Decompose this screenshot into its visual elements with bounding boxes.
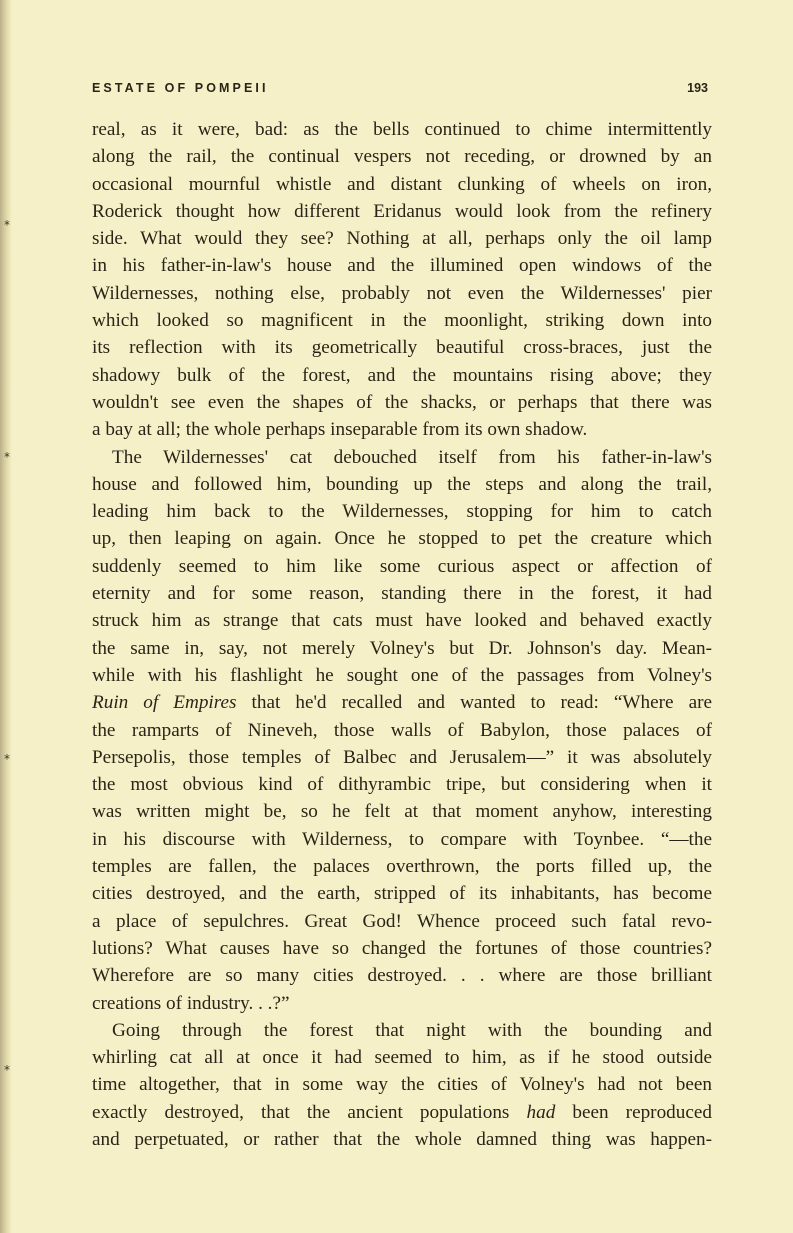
text-line: whirling cat all at once it had seemed to him, as if he stood outside [92, 1047, 712, 1069]
running-head: ESTATE OF POMPEII [92, 81, 269, 95]
text-line: eternity and for some reason, standing there in the forest, it had [92, 583, 712, 605]
text-line: along the rail, the continual vespers not receding, or drowned by an [92, 146, 712, 168]
text-line: the most obvious kind of dithyrambic tripe, but considering when it [92, 774, 712, 796]
text-line: cities destroyed, and the earth, stripped of its inhabitants, has become [92, 883, 712, 905]
emphasis-italic: had [526, 1101, 556, 1123]
text-line: leading him back to the Wildernesses, stopping for him to catch [92, 501, 712, 523]
text-line: a place of sepulchres. Great God! Whence proceed such fatal revo- [92, 910, 712, 932]
text-line: real, as it were, bad: as the bells continued to chime intermittently [92, 119, 712, 140]
book-title-italic: Ruin of Empires [92, 692, 237, 714]
text-line: Wildernesses, nothing else, probably not even the Wildernesses' pier [92, 282, 712, 304]
margin-mark: * [4, 1063, 10, 1077]
paragraph-end-line: a bay at all; the whole perhaps inseparable from its own shadow. [92, 419, 588, 441]
text-line: which looked so magnificent in the moonlight, striking down into [92, 310, 712, 332]
text-line: struck him as strange that cats must have looked and behaved exactly [92, 610, 712, 632]
text-line: its reflection with its geometrically beautiful cross-braces, just the [92, 337, 712, 359]
text-line: the same in, say, not merely Volney's but Dr. Johnson's day. Mean- [92, 637, 712, 659]
text-line: while with his flashlight he sought one of the passages from Volney's [92, 664, 712, 686]
page-gutter-edge [0, 0, 12, 1233]
text-line: suddenly seemed to him like some curious aspect or affection of [92, 555, 712, 577]
text-line: wouldn't see even the shapes of the shacks, or perhaps that there was [92, 391, 712, 413]
text-line: lutions? What causes have so changed the fortunes of those countries? [92, 937, 712, 959]
text-line: was written might be, so he felt at that moment anyhow, interesting [92, 801, 712, 823]
text-line: time altogether, that in some way the cities of Volney's had not been [92, 1074, 712, 1096]
text-line: Persepolis, those temples of Balbec and Jerusalem—” it was absolutely [92, 746, 712, 768]
text-line: shadowy bulk of the forest, and the mountains rising above; they [92, 364, 712, 386]
paragraph-start-line: Going through the forest that night with the bounding and [112, 1019, 712, 1041]
paragraph-start-line: The Wildernesses' cat debouched itself from his father-in-law's [112, 446, 712, 468]
text-line: Roderick thought how different Eridanus would look from the refinery [92, 200, 712, 222]
page-header [92, 81, 708, 101]
text-line: side. What would they see? Nothing at all, perhaps only the oil lamp [92, 228, 712, 250]
text-line: up, then leaping on again. Once he stopped to pet the creature which [92, 528, 712, 550]
text-line: occasional mournful whistle and distant clunking of wheels on iron, [92, 173, 712, 195]
body-text [92, 116, 712, 1153]
text-line: temples are fallen, the palaces overthrown, the ports filled up, the [92, 856, 712, 878]
text-line: exactly destroyed, that the ancient populations had been reproduced [92, 1101, 712, 1123]
page-number: 193 [687, 81, 708, 95]
text-line: Ruin of Empires that he'd recalled and wanted to read: “Where are [92, 692, 713, 714]
text-line: and perpetuated, or rather that the whole damned thing was happen- [92, 1128, 712, 1150]
text-line: the ramparts of Nineveh, those walls of Babylon, those palaces of [92, 719, 712, 741]
text-line: house and followed him, bounding up the steps and along the trail, [92, 473, 712, 495]
margin-mark: * [4, 450, 10, 464]
margin-mark: * [4, 218, 10, 232]
text-line: Wherefore are so many cities destroyed. . . where are those brilliant [92, 965, 712, 987]
paragraph-end-line: creations of industry. . .?” [92, 992, 290, 1014]
text-line: in his father-in-law's house and the illumined open windows of the [92, 255, 712, 277]
margin-mark: * [4, 752, 10, 766]
text-line: in his discourse with Wilderness, to compare with Toynbee. “—the [92, 828, 712, 850]
